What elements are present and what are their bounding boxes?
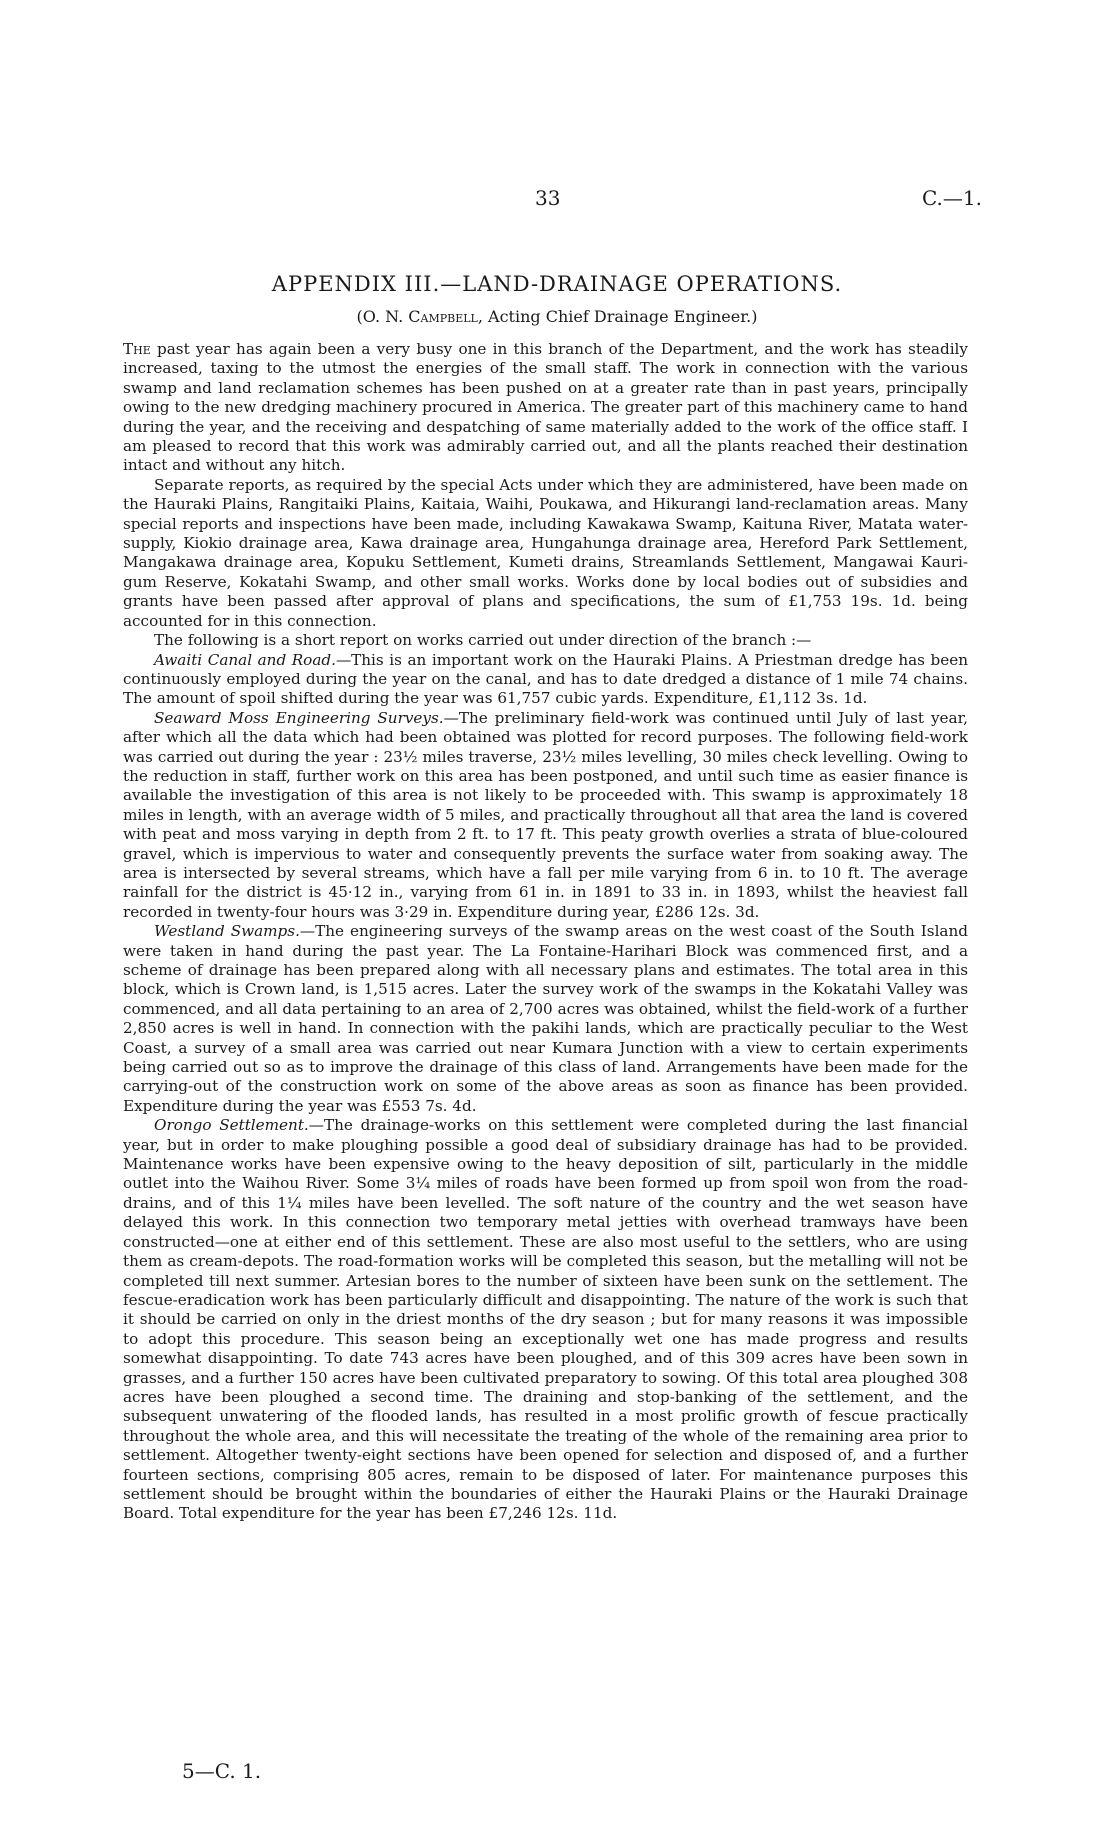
awaiti-text: —This is an important work on the Hauraki Plains. A Priestman dredge has been continuously employed during the year on the canal, and has to date dredged a distance of 1 mile 74 chains. The amount of spoil shifted during the year was 61,757 cubic yards. Expenditure, £1,112 3s. 1d.: [123, 650, 968, 708]
westland-heading: Westland Swamps.: [154, 922, 300, 941]
intro-text: past year has again been a very busy one in this branch of the Department, and the work has steadily increased, taxing to the utmost the energies of the small staff. The work in connection with the various swamp and land reclamation schemes has been pushed on at a greater rate than in past years, principally owing to the new dredging machinery procured in America. The greater part of this machinery came to hand during the year, and the receiving and despatching of same materially added to the work of the office staff. I am pleased to record that this work was admirably carried out, and all the plants reached their destination intact and without any hitch.: [123, 340, 968, 475]
seaward-text: —The preliminary field-work was continued until July of last year, after which all the data which had been obtained was plotted for record purposes. The following field-work was carried out during the year : 23½ miles traverse, 23½ miles levelling, 30 miles check levelling. Owing to the reduction in staff, further work on this area has been postponed, and until such time as easier finance is available the investigation of this area is not likely to be proceeded with. This swamp is approximately 18 miles in length, with an average width of 5 miles, and practically throughout all that area the land is covered with peat and moss varying in depth from 2 ft. to 17 ft. This peaty growth overlies a strata of blue-coloured gravel, which is impervious to water and consequently prevents the surface water from soaking away. The area is intersected by several streams, which have a fall per mile varying from 6 in. to 10 ft. The average rainfall for the district is 45·12 in., varying from 61 in. in 1891 to 33 in. in 1893, whilst the heaviest fall recorded in twenty-four hours was 3·29 in. Expenditure during year, £286 12s. 3d.: [123, 708, 969, 921]
document-code: C.—1.: [921, 186, 982, 210]
paragraph-following: The following is a short report on works carried out under direction of the branch :—: [154, 631, 812, 650]
westland-text: —The engineering surveys of the swamp areas on the west coast of the South Island were taken in hand during the past year. The La Fontaine-Harihari Block was commenced first, and a scheme of drainage has been prepared along with all necessary plans and estimates. The total area in this block, which is Crown land, is 1,515 acres. Later the survey work of the swamps in the Kokatahi Valley was commenced, and all data pertaining to an area of 2,700 acres was obtained, whilst the field-work of a further 2,850 acres is well in hand. In connection with the pakihi lands, which are practically peculiar to the West Coast, a survey of a small area was carried out near Kumara Junction with a view to certain experiments being carried out so as to improve the drainage of this class of land. Arrangements have been made for the carrying-out of the construction work on some of the above areas as soon as finance has been provided. Expenditure during the year was £553 7s. 4d.: [123, 922, 968, 1115]
intro-lead-word: The: [123, 340, 151, 358]
paragraph-orongo: [123, 1116, 968, 1524]
page-header: [0, 186, 1114, 216]
author-open: (O. N.: [356, 307, 409, 326]
sheet-signature: 5—C. 1.: [182, 1759, 262, 1783]
paragraph-awaiti: [123, 651, 968, 709]
author-line: [0, 307, 1114, 326]
paragraph-intro: [123, 340, 968, 476]
paragraph-reports: Separate reports, as required by the special Acts under which they are administered, have been made on the Hauraki Plains, Rangitaiki Plains, Kaitaia, Waihi, Poukawa, and Hikurangi land-reclamation areas. Many special reports and inspections have been made, including Kawakawa Swamp, Kaituna River, Matata water-supply, Kiokio drainage area, Kawa drainage area, Hungahunga drainage area, Hereford Park Settlement, Mangakawa drainage area, Kopuku Settlement, Kumeti drains, Streamlands Settlement, Mangawai Kauri-gum Reserve, Kokatahi Swamp, and other small works. Works done by local bodies out of subsidies and grants have been passed after approval of plans and specifications, the sum of £1,753 19s. 1d. being accounted for in this connection.: [123, 475, 968, 630]
awaiti-heading: Awaiti Canal and Road.: [154, 650, 336, 669]
author-rest: , Acting Chief Drainage Engineer.): [477, 307, 758, 326]
orongo-heading: Orongo Settlement.: [154, 1116, 309, 1135]
seaward-heading: Seaward Moss Engineering Surveys.: [154, 708, 444, 727]
author-name: Campbell: [408, 307, 478, 326]
report-body: [123, 340, 968, 1524]
appendix-title: APPENDIX III.—LAND-DRAINAGE OPERATIONS.: [271, 272, 843, 296]
paragraph-westland: [123, 922, 968, 1116]
orongo-text: —The drainage-works on this settlement were completed during the last financial year, but in order to make ploughing possible a good deal of subsidiary drainage has had to be provided. Maintenance works have been expensive owing to the heavy deposition of silt, particularly in the middle outlet into the Waihou River. Some 3¼ miles of roads have been formed up from spoil won from the road-drains, and of this 1¼ miles have been levelled. The soft nature of the country and the wet season have delayed this work. In this connection two temporary metal jetties with overhead tramways have been constructed—one at either end of this settlement. These are also most useful to the settlers, who are using them as cream-depots. The road-formation works will be completed this season, but the metalling will not be completed till next summer. Artesian bores to the number of sixteen have been sunk on the settlement. The fescue-eradication work has been particularly difficult and disappointing. The nature of the work is such that it should be carried on only in the driest months of the dry season ; but for many reasons it was impossible to adopt this procedure. This season being an exceptionally wet one has made progress and results somewhat disappointing. To date 743 acres have been ploughed, and of this 309 acres have been sown in grasses, and a further 150 acres have been cultivated preparatory to sowing. Of this total area ploughed 308 acres have been ploughed a second time. The draining and stop-banking of the settlement, and the subsequent unwatering of the flooded lands, has resulted in a most prolific growth of fescue practically throughout the whole area, and this will necessitate the treating of the whole of the remaining area prior to settlement. Altogether twenty-eight sections have been opened for selection and disposed of, and a further fourteen sections, comprising 805 acres, remain to be disposed of later. For maintenance purposes this settlement should be brought within the boundaries of either the Hauraki Plains or the Hauraki Drainage Board. Total expenditure for the year has been £7,246 12s. 11d.: [123, 1116, 969, 1523]
page-number: 33: [535, 186, 561, 210]
paragraph-seaward: [123, 709, 968, 922]
